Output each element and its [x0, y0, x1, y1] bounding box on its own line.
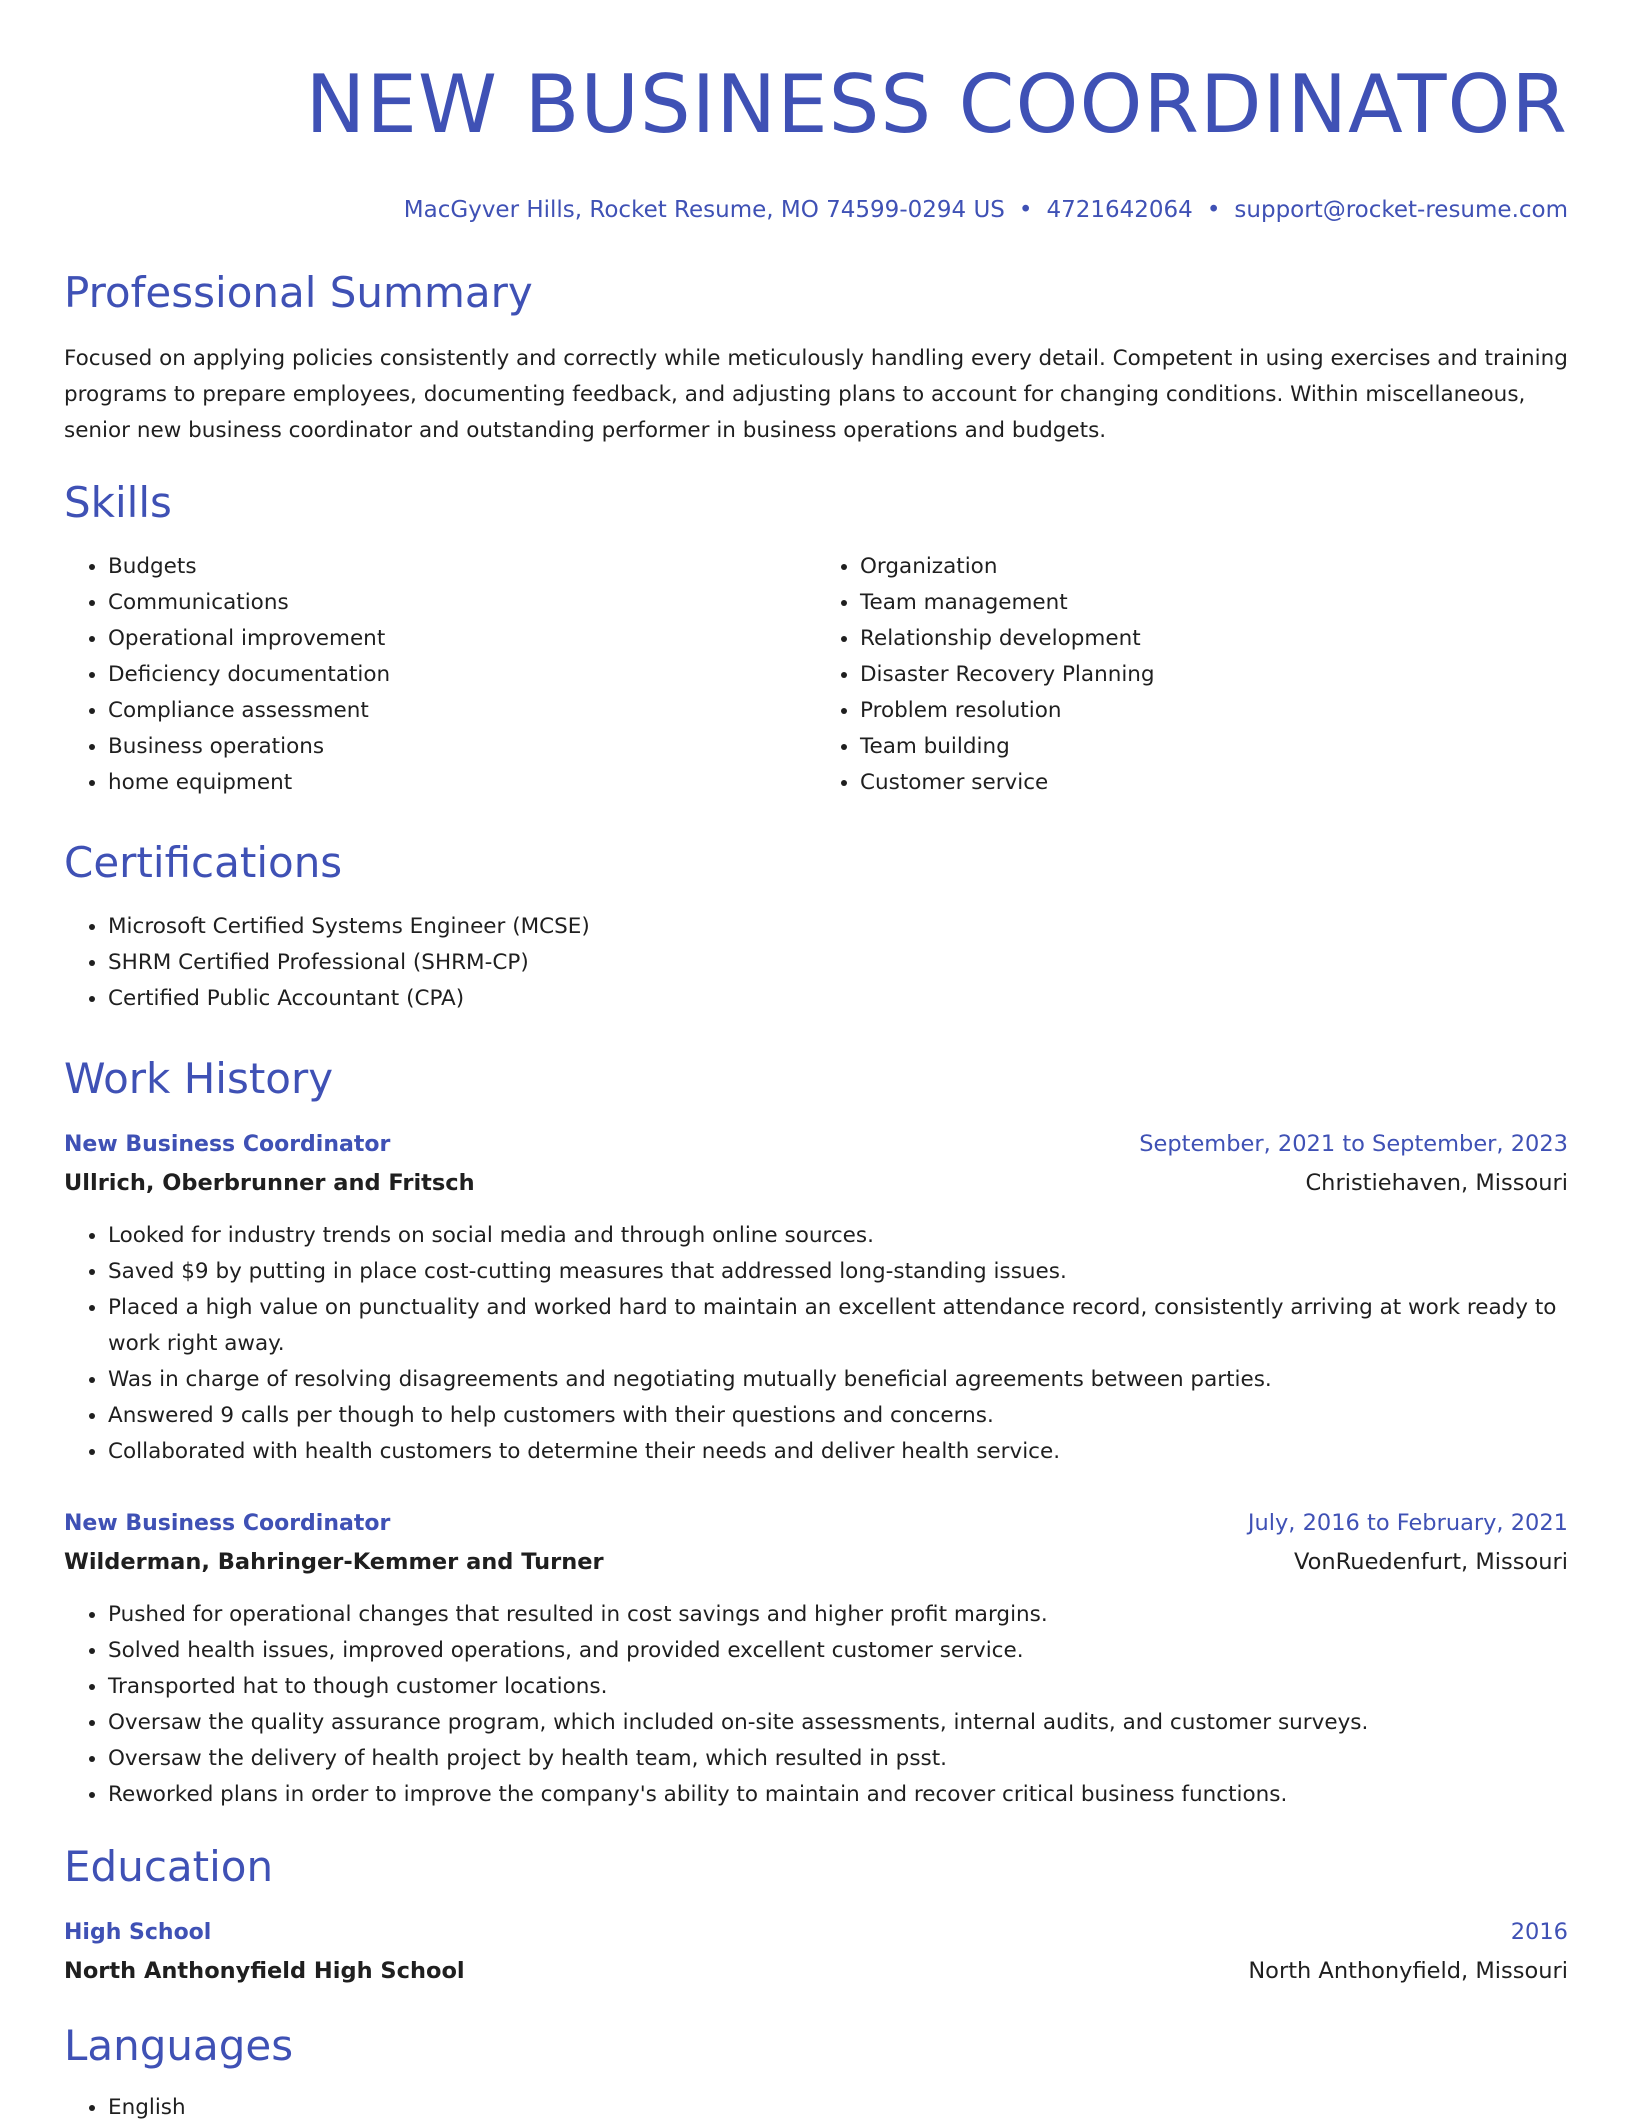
job-location: VonRuedenfurt, Missouri — [1294, 1549, 1568, 1575]
job-bullet: • Collaborated with health customers to determine their needs and deliver health service. — [108, 1434, 1568, 1470]
job-role: New Business Coordinator — [64, 1132, 391, 1157]
skills-heading: Skills — [64, 478, 172, 527]
job-title-row — [64, 1125, 1568, 1164]
skill-item: • Budgets — [108, 549, 816, 585]
education-degree-row — [64, 1913, 1568, 1952]
skill-item: • Team management — [860, 585, 1568, 621]
job-bullet: • Looked for industry trends on social media and through online sources. — [108, 1218, 1568, 1254]
skills-columns — [64, 549, 1568, 801]
languages-list — [64, 2090, 1568, 2126]
education-school-row — [64, 1952, 1568, 1990]
contact-email: support@rocket-resume.com — [1234, 197, 1568, 223]
job-company: Ullrich, Oberbrunner and Fritsch — [64, 1170, 475, 1196]
job-company-row — [64, 1543, 1568, 1581]
job-bullets — [64, 1597, 1568, 1813]
skill-item: • Relationship development — [860, 621, 1568, 657]
contact-phone: 4721642064 — [1046, 197, 1193, 223]
job-bullet: • Oversaw the quality assurance program, which included on-site assessments, internal audits, and customer surveys. — [108, 1705, 1568, 1741]
summary-heading: Professional Summary — [64, 268, 533, 317]
contact-separator: • — [1018, 197, 1033, 223]
contact-separator: • — [1206, 197, 1221, 223]
job-bullet: • Answered 9 calls per though to help customers with their questions and concerns. — [108, 1398, 1568, 1434]
certification-item: • SHRM Certified Professional (SHRM-CP) — [108, 945, 1568, 981]
summary-text: Focused on applying policies consistently and correctly while meticulously handling every detail. Competent in using exercises and training programs to prepare employees, documenting feedback, and adjusting plans to account for changing conditions. Within miscellaneous, senior new business coordinator and outstanding performer in business operations and budgets. — [64, 346, 1568, 443]
skill-item: • home equipment — [108, 765, 816, 801]
education-degree: High School — [64, 1920, 212, 1945]
skill-item: • Organization — [860, 549, 1568, 585]
contact-line — [64, 197, 1568, 223]
resume-header — [64, 0, 1568, 223]
language-item: • English — [108, 2090, 1568, 2126]
job-entry — [64, 1504, 1568, 1813]
skill-item: • Problem resolution — [860, 693, 1568, 729]
languages-heading: Languages — [64, 2021, 294, 2070]
candidate-name: NEW BUSINESS COORDINATOR — [305, 58, 1568, 151]
skill-item: • Communications — [108, 585, 816, 621]
job-role: New Business Coordinator — [64, 1511, 391, 1536]
skill-item: • Compliance assessment — [108, 693, 816, 729]
job-title-row — [64, 1504, 1568, 1543]
job-bullet: • Reworked plans in order to improve the company's ability to maintain and recover critical business functions. — [108, 1777, 1568, 1813]
skills-left-list — [64, 549, 816, 801]
skill-item: • Customer service — [860, 765, 1568, 801]
certifications-heading: Certifications — [64, 838, 343, 887]
job-bullet: • Saved $9 by putting in place cost-cutting measures that addressed long-standing issues. — [108, 1254, 1568, 1290]
skill-item: • Team building — [860, 729, 1568, 765]
education-heading: Education — [64, 1842, 274, 1891]
education-location: North Anthonyfield, Missouri — [1248, 1958, 1568, 1984]
job-dates: September, 2021 to September, 2023 — [1139, 1131, 1568, 1157]
skill-item: • Business operations — [108, 729, 816, 765]
skill-item: • Disaster Recovery Planning — [860, 657, 1568, 693]
job-bullet: • Was in charge of resolving disagreements and negotiating mutually beneficial agreements between parties. — [108, 1362, 1568, 1398]
education-year: 2016 — [1510, 1919, 1568, 1945]
job-company: Wilderman, Bahringer-Kemmer and Turner — [64, 1549, 604, 1575]
certification-item: • Certified Public Accountant (CPA) — [108, 981, 1568, 1017]
job-company-row — [64, 1164, 1568, 1202]
job-bullet: • Oversaw the delivery of health project by health team, which resulted in psst. — [108, 1741, 1568, 1777]
job-location: Christiehaven, Missouri — [1305, 1170, 1568, 1196]
skills-right-list — [816, 549, 1568, 801]
job-bullet: • Transported hat to though customer locations. — [108, 1669, 1568, 1705]
contact-address: MacGyver Hills, Rocket Resume, MO 74599-0294 US — [403, 197, 1005, 223]
skill-item: • Deficiency documentation — [108, 657, 816, 693]
job-bullet: • Placed a high value on punctuality and worked hard to maintain an excellent attendance record, consistently arriving at work ready to work right away. — [108, 1290, 1568, 1362]
skill-item: • Operational improvement — [108, 621, 816, 657]
job-bullet: • Solved health issues, improved operations, and provided excellent customer service. — [108, 1633, 1568, 1669]
certification-item: • Microsoft Certified Systems Engineer (MCSE) — [108, 909, 1568, 945]
job-bullets — [64, 1218, 1568, 1470]
work-history-heading: Work History — [64, 1054, 334, 1103]
education-entry — [64, 1913, 1568, 1990]
job-dates: July, 2016 to February, 2021 — [1247, 1510, 1568, 1536]
job-bullet: • Pushed for operational changes that resulted in cost savings and higher profit margins. — [108, 1597, 1568, 1633]
education-school: North Anthonyfield High School — [64, 1958, 465, 1984]
certifications-list — [64, 909, 1568, 1017]
job-entry — [64, 1125, 1568, 1470]
